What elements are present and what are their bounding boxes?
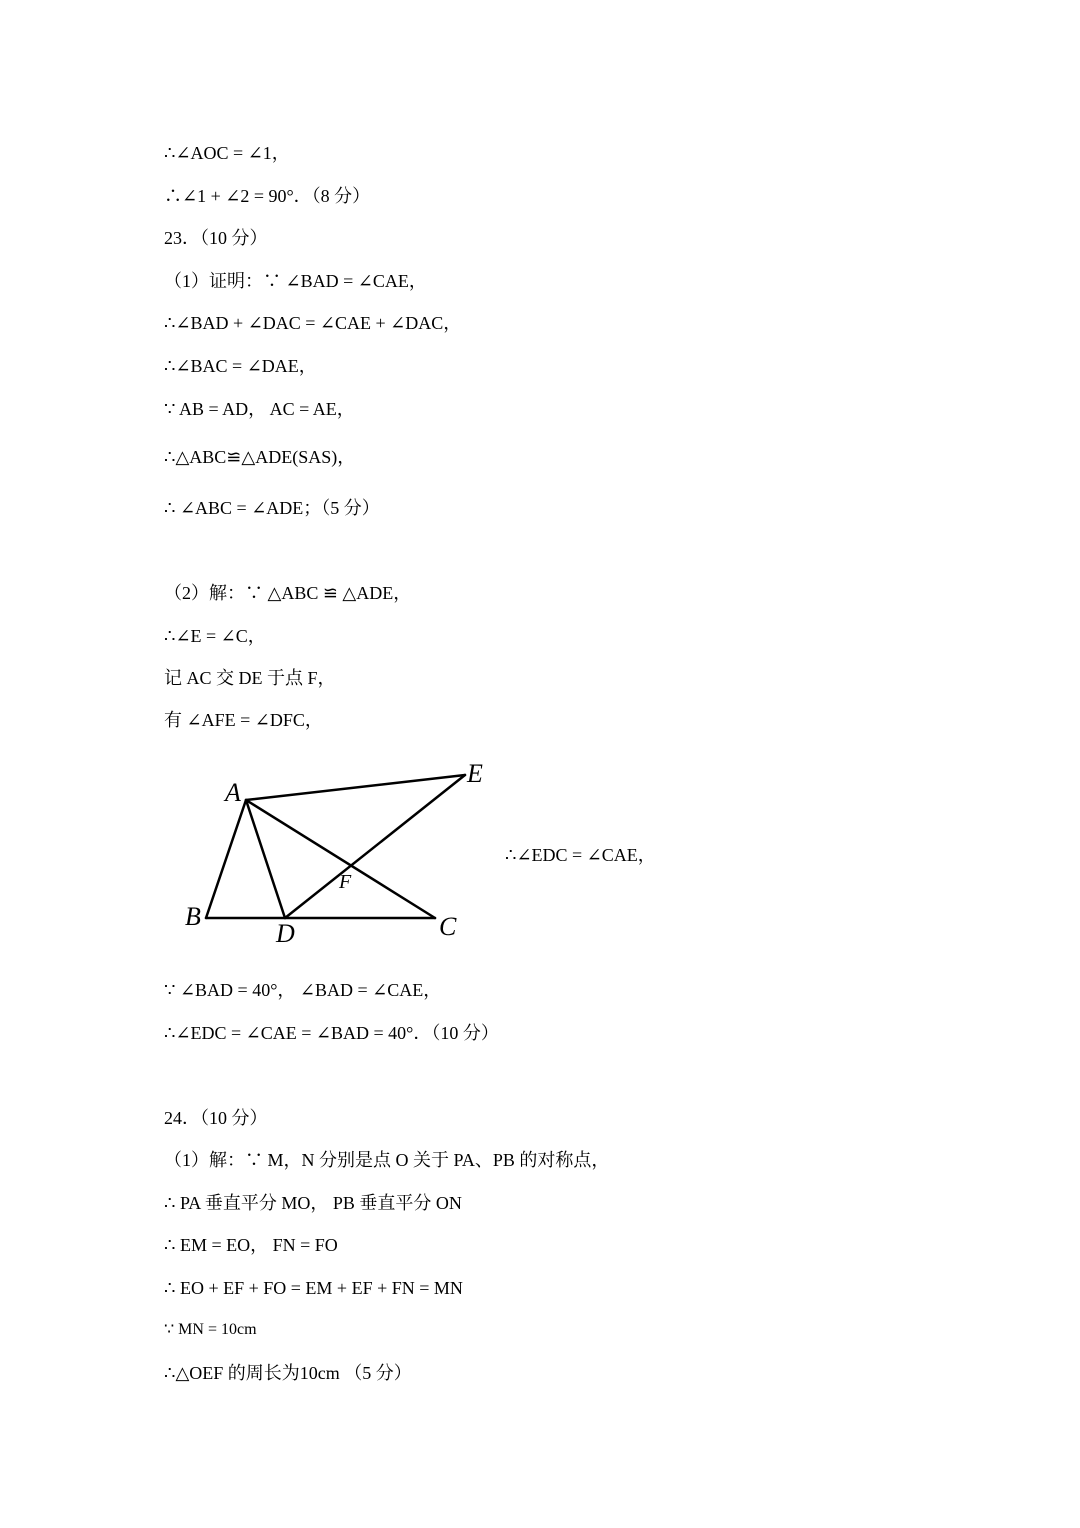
solution-line: ∴△ABC≌△ADE(SAS)， xyxy=(164,447,356,467)
solution-line: 记 AC 交 DE 于点 F， xyxy=(164,668,336,688)
side-note-conclusion: ∴∠EDC = ∠CAE， xyxy=(505,845,656,865)
label-D: D xyxy=(276,919,295,945)
solution-line: ∴ ∠ABC = ∠ADE；（5 分） xyxy=(164,498,380,518)
solution-line: 有 ∠AFE = ∠DFC， xyxy=(164,710,323,730)
segment-AE xyxy=(246,775,465,800)
solution-line: （1）证明：∵ ∠BAD = ∠CAE， xyxy=(164,271,427,291)
solution-line: 23．（10 分） xyxy=(164,228,268,248)
segment-AB xyxy=(206,800,246,918)
solution-line: ∴ PA 垂直平分 MO， PB 垂直平分 ON xyxy=(164,1193,462,1213)
solution-line: ∵ AB = AD， AC = AE， xyxy=(164,399,355,419)
solution-line: ∴∠EDC = ∠CAE = ∠BAD = 40°．（10 分） xyxy=(164,1023,499,1043)
solution-line: ∴∠BAC = ∠DAE， xyxy=(164,356,317,376)
label-C: C xyxy=(439,912,457,941)
solution-line: ∴∠AOC = ∠1， xyxy=(164,143,290,163)
solution-line: ∴∠BAD + ∠DAC = ∠CAE + ∠DAC， xyxy=(164,313,462,333)
segment-DE xyxy=(285,775,465,918)
segment-AC xyxy=(246,800,435,918)
solution-line: ∴△OEF 的周长为10cm （5 分） xyxy=(164,1363,412,1383)
solution-line: 24．（10 分） xyxy=(164,1108,268,1128)
solution-line: ∵ MN = 10cm xyxy=(164,1321,257,1338)
solution-line: （2）解：∵ △ABC ≌ △ADE， xyxy=(164,583,412,603)
geometry-figure xyxy=(175,755,505,945)
solution-line: （1）解：∵ M，N 分别是点 O 关于 PA、PB 的对称点， xyxy=(164,1150,610,1170)
solution-line: ∴ EO + EF + FO = EM + EF + FN = MN xyxy=(164,1278,463,1298)
label-E: E xyxy=(467,759,483,788)
solution-line: ∵ ∠BAD = 40°， ∠BAD = ∠CAE， xyxy=(164,980,442,1000)
label-A: A xyxy=(225,778,241,807)
solution-line: ∴ EM = EO， FN = FO xyxy=(164,1235,338,1255)
segment-AD xyxy=(246,800,285,918)
solution-line: ∴∠1 + ∠2 = 90°．（8 分） xyxy=(164,186,371,206)
solution-line: ∴∠E = ∠C， xyxy=(164,626,266,646)
label-F: F xyxy=(339,871,352,893)
label-B: B xyxy=(185,902,201,931)
